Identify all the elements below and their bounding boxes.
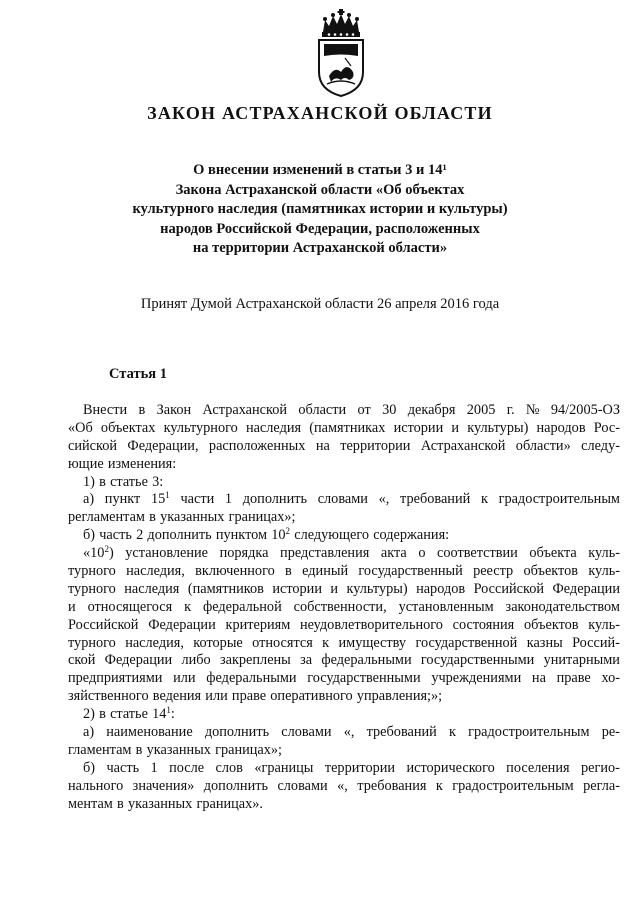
adoption-note: Принят Думой Астраханской области 26 апреля 2016 года [140, 296, 500, 312]
subtitle-line: О внесении изменений в статьи 3 и 14¹ [193, 162, 447, 178]
article-line: ской Федерации либо закреплены за федеральными государственными унитарными [68, 652, 620, 669]
article-line: нального значения» дополнить словами «, требования к градостроительным регла- [68, 777, 620, 794]
law-title: ЗАКОН АСТРАХАНСКОЙ ОБЛАСТИ [147, 103, 493, 123]
article-line: турного наследия, включенного в единый государственный реестр объектов куль- [68, 563, 620, 580]
article-line: а) пункт $15^1$ части 1 дополнить словами «, требований к градостроительным [83, 490, 620, 508]
subtitle-line: на территории Астраханской области» [192, 240, 448, 256]
article-line: ментам в указанных границах». [68, 795, 263, 812]
article-line: 2) в статье $14^1$: [83, 705, 175, 723]
article-line: а) наименование дополнить словами «, требований к градостроительным ре- [83, 724, 620, 741]
article-line: ющие изменения: [68, 455, 177, 472]
coat-of-arms-icon [315, 6, 367, 98]
subtitle-line: культурного наследия (памятниках истории и культуры) [132, 201, 508, 217]
article-line: «Об объектах культурного наследия (памятниках истории и культуры) народов Рос- [68, 419, 620, 436]
article-line: б) часть 1 после слов «границы территории исторического поселения регио- [83, 759, 620, 776]
subtitle-line: Закона Астраханской области «Об объектах [175, 181, 465, 198]
article-line: «$10^2$) установление порядка представления акта о соответствии объекта куль- [83, 544, 620, 562]
article-line: сийской Федерации, расположенных на территории Астраханской области» следу- [68, 437, 620, 454]
article-line: турного наследия (памятников истории и культуры) народов Российской Федерации [68, 580, 620, 597]
article-line: гламентам в указанных границах»; [68, 741, 283, 758]
article-line: зяйственного ведения или праве оперативного управления;»; [68, 688, 443, 705]
article-body [68, 402, 620, 813]
article-line: б) часть 2 дополнить пунктом $10^2$ следующего содержания: [83, 526, 450, 544]
law-subtitle [0, 161, 640, 259]
article-heading: Статья 1 [109, 366, 167, 382]
article-line: Внести в Закон Астраханской области от 30 декабря 2005 г. № 94/2005-ОЗ [83, 402, 620, 418]
article-line: предприятиями или федеральными государственными учреждениями на праве хо- [68, 670, 620, 687]
article-line: Российской Федерации критериям неудовлетворительного состояния объектов куль- [68, 616, 620, 633]
article-line: регламентам в указанных границах»; [68, 509, 296, 526]
article-line: турного наследия, которые относятся к имуществу государственной казны Россий- [68, 634, 620, 651]
article-line: и относящегося к федеральной собственности, установленным законодательством [68, 598, 620, 615]
subtitle-line: народов Российской Федерации, расположенных [160, 220, 480, 237]
article-line: 1) в статье 3: [83, 473, 164, 490]
